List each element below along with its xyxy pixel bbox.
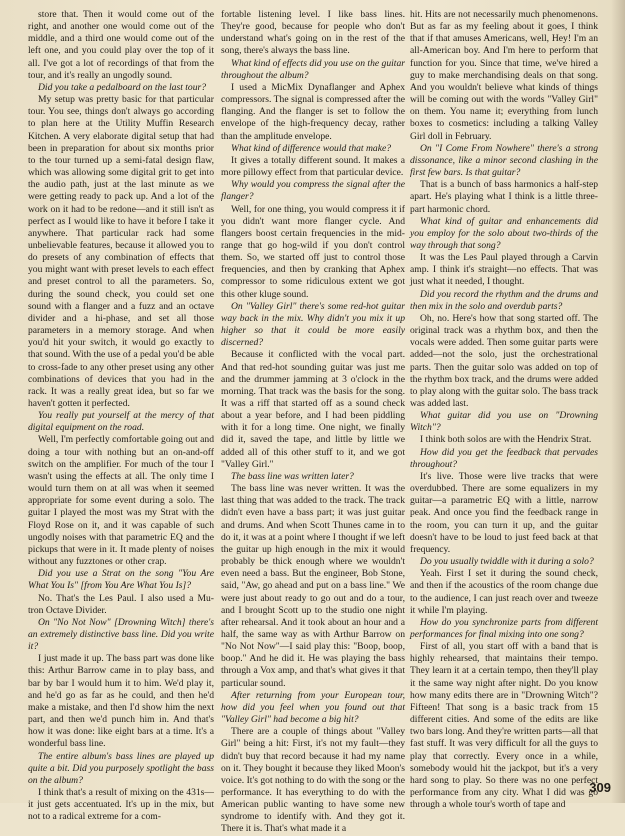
interview-question: The bass line was written later? [231,470,354,482]
interview-question: The entire album's bass lines are played up quite a bit. Did you purposely spotlight the bass on the album? [28,750,214,786]
interview-question: Did you record the rhythm and the drums and then mix in the solo and overdub parts? [410,288,598,312]
interview-question: How did you get the feedback that pervades throughout? [410,446,598,470]
interview-question: On "Valley Girl" there's some red-hot guitar way back in the mix. Why didn't you mix it up higher so that it could be more easily discerned? [221,300,405,349]
interview-answer: There are a couple of things about "Valley Girl" being a hit: First, it's not my fault—they didn't buy that record because it had my name on it. They bought it because they liked Moon's voice. It's got nothing to do with the song or the performance. It has everything to do with the American public wanting to have some new syndrome to identify with. And they got it. There it is. That's what made it a [221,726,405,835]
interview-answer: I just made it up. The bass part was done like this: Arthur Barrow came in to play bass, and bar by bar I would hum it to him. We'd play it, and he'd go as far as he could, and then he'd make a mistake, and then I'd show him the next part, and then we'd punch him in. And that's how it was done: like eight bars at a time. It's a wonderful bass line. [28,653,214,750]
interview-answer: Well, for one thing, you would compress it if you didn't want more flanger cycle. And flangers boost certain frequencies in the mid-range that go hog-wild if you don't control them. So, we started off just to control those frequencies, and then by cranking that Aphex compressor to some ridiculous extent we got this other kluge sound. [221,203,405,300]
interview-answer: It gives a totally different sound. It makes a more pillowy effect from that particular device. [221,154,405,179]
interview-answer: I think both solos are with the Hendrix Strat. [420,434,592,446]
interview-answer: Yeah. First I set it during the sound check, and then if the acoustics of the room change due to the audience, I can just reach over and tweeze it while I'm playing. [410,568,598,616]
interview-answer: It was the Les Paul played through a Carvin amp. I think it's straight—no effects. That was just what it needed, I thought. [410,252,598,288]
interview-question: What guitar did you use on "Drowning Witch"? [410,410,598,434]
interview-question: After returning from your European tour, how did you feel when you found out that "Valley Girl" had become a big hit? [221,689,405,726]
interview-question: What kind of effects did you use on the guitar throughout the album? [221,57,405,81]
interview-question: What kind of difference would that make? [231,142,392,154]
interview-question: What kind of guitar and enhancements did you employ for the solo about two-thirds of the way through that song? [410,215,598,251]
interview-answer: I think that's a result of mixing on the 431s—it just gets accentuated. It's up in the mix, but not to a radical extreme for a com- [28,787,214,823]
text-column-1 [28,9,214,823]
interview-answer: First of all, you start off with a band that is highly rehearsed, that maintains their tempo. They learn it at a certain tempo, then they'll play it the same way night after night. Do you know how many edits there are in "Drowning Witch"? Fifteen! That song is a basic track from 15 different cities. And some of the edits are like two bars long. And they're written parts—all that fast stuff. It was very difficult for all the guys to play that correctly. Every once in a while, somebody would hit the jackpot, but it's a very hard song to play. So there was no one perfect performance from any city. What I did was go through a whole tour's worth of tape and [410,641,598,811]
interview-answer: hit. Hits are not necessarily much phenomenons. But as far as my feeling about it goes, I think that if that amuses Americans, well, Hey! I'm an all-American boy. And I'm here to perform that function for you. Since that time, we've hired a guy to make merchandising deals on that song. And you wouldn't believe what kinds of things will be coming out with the words "Valley Girl" on them. You name it; everything from lunch boxes to cosmetics: including a talking Valley Girl doll in February. [410,9,598,142]
interview-answer: fortable listening level. I like bass lines. They're good, because for people who don't understand what's going on in the rest of the song, there's always the bass line. [221,9,405,57]
interview-question: How do you synchronize parts from different performances for final mixing into one song? [410,616,598,640]
interview-answer: The bass line was never written. It was the last thing that was added to the track. The track didn't even have a bass part; it was just guitar and drums. And when Scott Thunes came in to do it, it was at a point where I thought if we left the guitar up high enough in the mix it would probably be thick enough where we wouldn't even need a bass. But the engineer, Bob Stone, said, "Aw, go ahead and put on a bass line." We were just about ready to go out and do a tour, and I brought Scott up to the studio one night after rehearsal. And it took about an hour and a half, the same way as with Arthur Barrow on "No Not Now"—I said play this: "Boop, boop, boop." And he did it. He was playing the bass through a Vox amp, and that's what gives it that particular sound. [221,483,405,689]
text-column-3 [410,9,598,811]
interview-answer: That is a bunch of bass harmonics a half-step apart. He's playing what I think is a little three-part harmonic chord. [410,179,598,215]
interview-answer: Because it conflicted with the vocal part. And that red-hot sounding guitar was just me and the drummer jamming at 3 o'clock in the morning. That track was the basis for the song. It was a riff that started off as a sound check about a year before, and I had been piddling with it for a long time. One night, we finally did it, saved the tape, and little by little we added all of this other stuff to it, and we got "Valley Girl." [221,349,405,470]
interview-question: You really put yourself at the mercy of that digital equipment on the road. [28,410,214,434]
interview-question: On "I Come From Nowhere" there's a strong dissonance, like a minor second clashing in the first few bars. Is that guitar? [410,142,598,179]
text-column-2 [221,9,405,836]
interview-answer: store that. Then it would come out of the right, and another one would come out of the middle, and a third one would come out of the left one, and you could play over the top of it all. I've got a lot of recordings of that from the tour, and it's really an ungodly sound. [28,9,214,81]
interview-answer: My setup was pretty basic for that particular tour. You see, things don't always go according to plan here at the Utility Muffin Research Kitchen. A very elaborate digital setup that had been in preparation for about six months prior to the tour turned up a semi-fatal design flaw, which was allowing some digital grit to get into the audio path, just at the last minute as we were getting ready to pack up. And a lot of the work on it had to be redone—and it still isn't as perfect as I would like to have it before I take it anywhere. That particular rack had some unbelievable features, because it allowed you to do presets of any combination of effects that you might want with preset levels to each effect and preset control to all the parameters. So, during the sound check, you could set one sound with a flanger and a fuzz and an octave divider and a hi-phase, and set all those parameters in a memory storage. And when you'd hit your switch, it would go exactly to that sound. With the use of a pedal you'd be able to cross-fade to any other preset using any other combinations of devices that you had in the rack. It was a really great idea, but so far we haven't gotten it perfected. [28,94,214,409]
page-edge-shadow [611,0,625,803]
interview-answer: I used a MicMix Dynaflanger and Aphex compressors. The signal is compressed after the flanging. And the flanger is set to follow the envelope of the high-frequency decay, rather than the amplitude envelope. [221,81,405,142]
interview-answer: It's live. Those were live tracks that were overdubbed. There are some equalizers in my guitar—a parametric EQ with a little, narrow peak. And once you find the feedback range in the room, you can turn it up, and the guitar doesn't have to be loud to just feed back at that frequency. [410,470,598,555]
interview-question: Do you usually twiddle with it during a solo? [420,556,594,568]
interview-answer: No. That's the Les Paul. I also used a Mu-tron Octave Divider. [28,592,214,616]
interview-question: Did you take a pedalboard on the last tour? [38,81,207,93]
interview-question: Did you use a Strat on the song "You Are What You Is" [from You Are What You Is]? [28,568,214,592]
interview-answer: Well, I'm perfectly comfortable going out and doing a tour with nothing but an on-and-off switch on the amplifier. For much of the tour I wasn't using the effects at all. The only time I would turn them on at all was when it seemed appropriate for some event during a solo. The guitar I played the most was my Strat with the Floyd Rose on it, and it was capable of such ungodly noises with that parametric EQ and the pickups that were in it. It made plenty of noises without any fuzztones or other crap. [28,434,214,568]
interview-answer: Oh, no. Here's how that song started off. The original track was a rhythm box, and then the vocals were added. Then some guitar parts were added—not the solo, just the orchestrational parts. Then the guitar solo was added on top of the rhythm box track, and the drums were added to play along with the guitar solo. The bass track was added last. [410,312,598,409]
interview-question: Why would you compress the signal after the flanger? [221,179,405,203]
page-number: 309 [589,780,611,795]
interview-question: On "No Not Now" [Drowning Witch] there's an extremely distinctive bass line. Did you write it? [28,616,214,653]
